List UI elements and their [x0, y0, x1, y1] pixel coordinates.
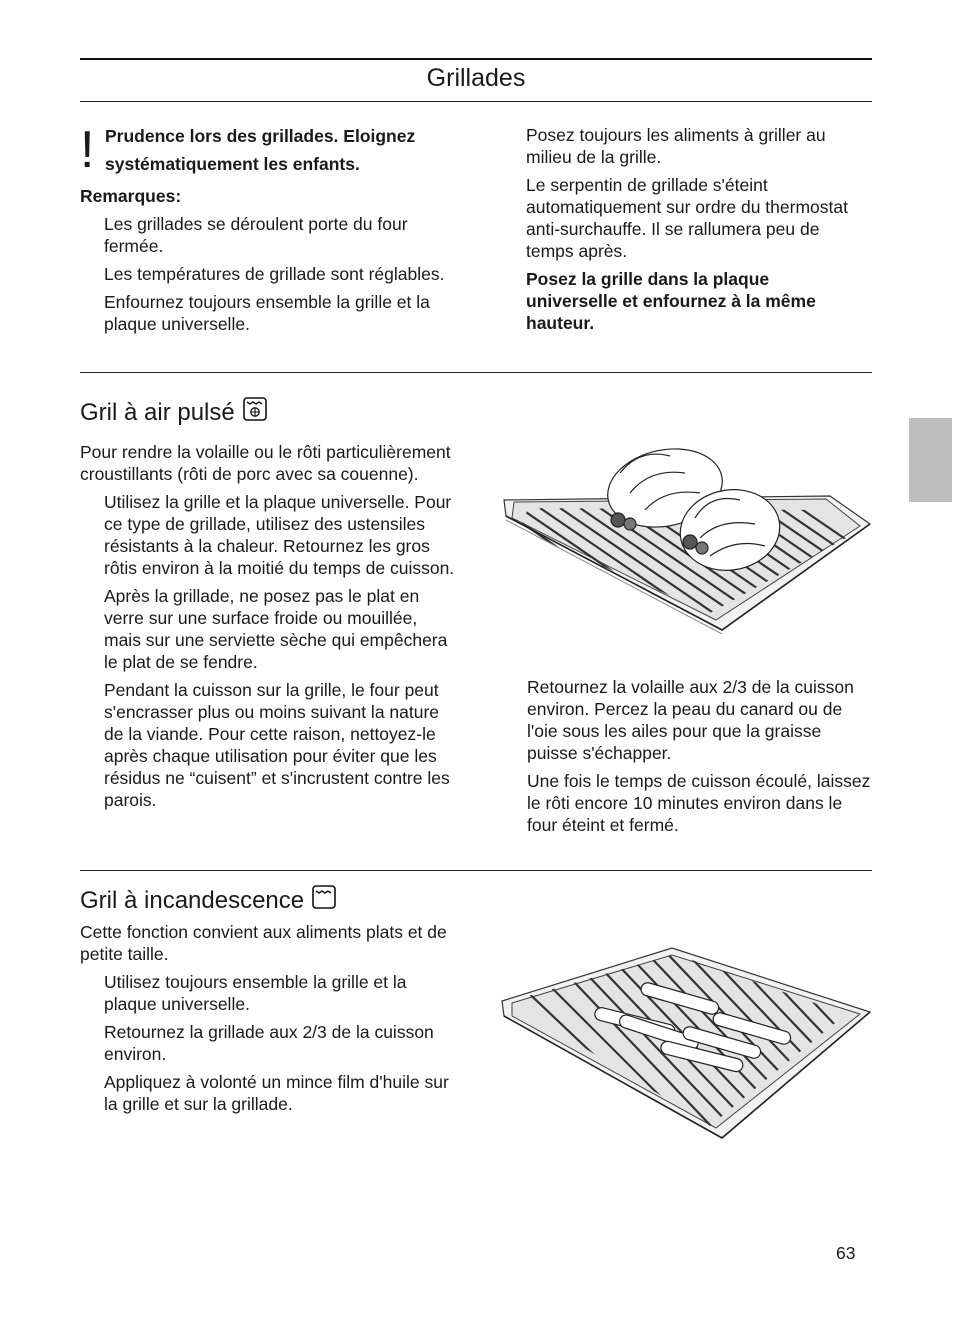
list-item: Après la grillade, ne posez pas le plat en verre sur une surface froide ou mouillée, mais sur une serviette sèche qui empêchera le plat de se fendre.: [104, 586, 448, 672]
top-grill-icon: [312, 885, 336, 917]
list-item: Enfournez toujours ensemble la grille et la plaque universelle.: [104, 292, 430, 334]
sausages-illustration: [500, 946, 872, 1142]
list-item: Les grillades se déroulent porte du four fermée.: [104, 214, 408, 256]
page-title: Grillades: [426, 64, 526, 92]
poultry-illustration: [500, 438, 872, 634]
list-item: Utilisez toujours ensemble la grille et la plaque universelle.: [104, 972, 407, 1014]
intro: Cette fonction convient aux aliments plats et de petite taille.: [80, 922, 447, 964]
list-item: Utilisez la grille et la plaque universelle. Pour ce type de grillade, utilisez des ustensiles résistants à la chaleur. Retournez les gros rôtis environ à la moitié du temps de cuisson.: [104, 492, 455, 578]
warning-line: systématiquement les enfants.: [105, 154, 360, 174]
list-item: Retournez la grillade aux 2/3 de la cuisson environ.: [104, 1022, 434, 1064]
paragraph: Le serpentin de grillade s'éteint automatiquement sur ordre du thermostat anti-surchauffe. Il se rallumera peu de temps après.: [526, 175, 848, 261]
remarks-label: Remarques:: [80, 186, 182, 206]
list-item: Pendant la cuisson sur la grille, le four peut s'encrasser plus ou moins suivant la nature de la viande. Pour cette raison, nettoyez-le après chaque utilisation pour éviter que les résidus ne “cuisent” et s'incrustent contre les parois.: [104, 680, 450, 810]
remarks-block: [80, 185, 450, 335]
warning-text: [105, 122, 465, 178]
warning-line: Prudence lors des grillades. Eloignez: [105, 126, 416, 146]
section-title: [80, 885, 460, 917]
section-divider: [80, 870, 872, 871]
list-item: Appliquez à volonté un mince film d'huile sur la grille et sur la grillade.: [104, 1072, 449, 1114]
page-number: 63: [836, 1243, 856, 1263]
paragraph: Une fois le temps de cuisson écoulé, laissez le rôti encore 10 minutes environ dans le four éteint et fermé.: [527, 771, 871, 835]
intro: Pour rendre la volaille ou le rôti particulièrement croustillants (rôti de porc avec sa couenne).: [80, 442, 451, 484]
section-incand-body: [80, 921, 450, 1115]
section-title: [80, 397, 460, 429]
header-top-rule: [80, 58, 872, 60]
section-air: [80, 397, 460, 429]
section-title-text: Gril à air pulsé: [80, 399, 235, 426]
section-divider: [80, 372, 872, 373]
fan-grill-icon: [243, 397, 267, 429]
header-bottom-rule: [80, 101, 872, 102]
section-air-body: [80, 441, 455, 811]
top-right-block: [526, 124, 864, 334]
section-title-text: Gril à incandescence: [80, 887, 305, 914]
warning-icon: !: [80, 121, 95, 179]
section-incand: [80, 885, 460, 917]
paragraph: Posez toujours les aliments à griller au milieu de la grille.: [526, 125, 826, 167]
list-item: Les températures de grillade sont réglables.: [104, 264, 445, 284]
chapter-tab: [909, 418, 952, 502]
paragraph: Retournez la volaille aux 2/3 de la cuisson environ. Percez la peau du canard ou de l'oie sous les ailes pour que la graisse puisse s'échapper.: [527, 677, 854, 763]
bold-paragraph: Posez la grille dans la plaque universelle et enfournez à la même hauteur.: [526, 269, 816, 333]
section-air-right: [527, 676, 872, 836]
